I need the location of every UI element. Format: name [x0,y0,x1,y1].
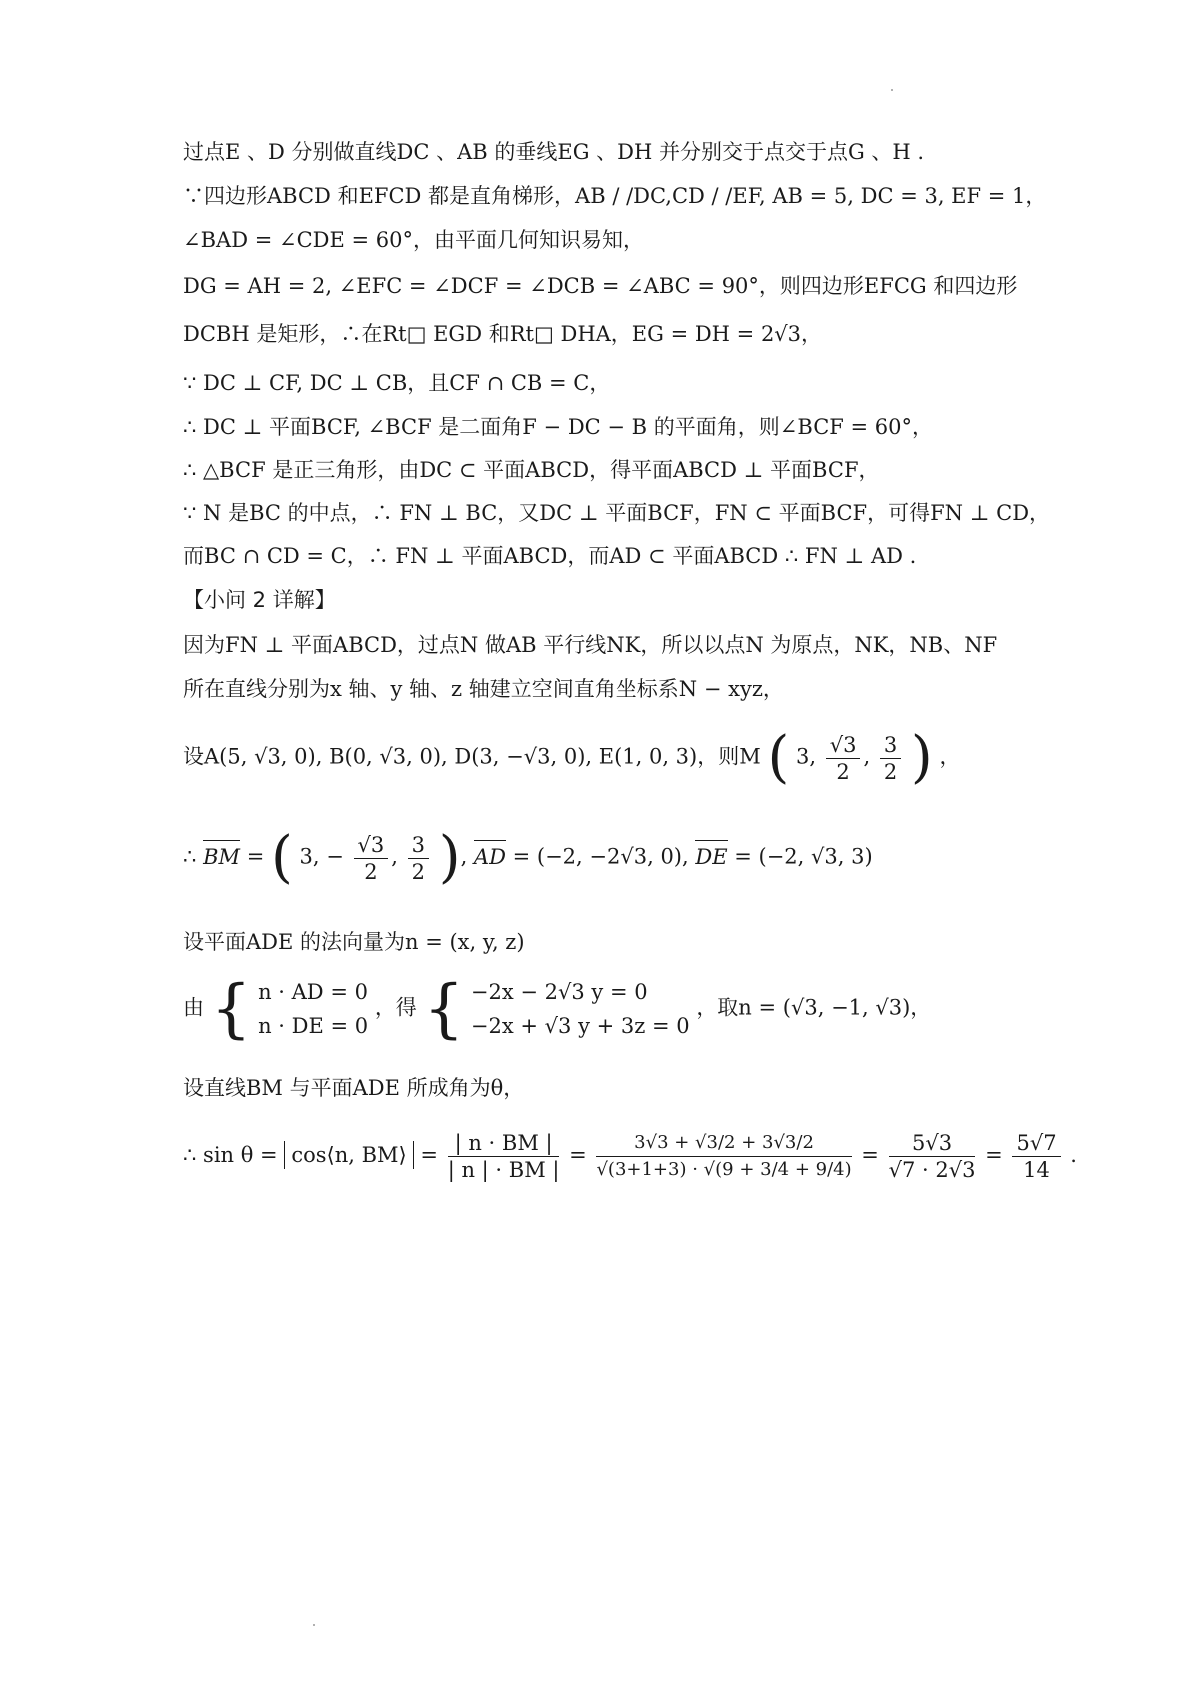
system-right [471,975,690,1043]
text-line: 设平面ADE 的法向量为n = (x, y, z) [183,930,525,954]
abs-cos: cos⟨n, BM⟩ [284,1141,413,1169]
fraction [1012,1130,1060,1183]
system-mid: ，得 [374,995,417,1020]
frac-num: 3 [408,832,429,859]
system-line [183,972,1063,1055]
equals: = [420,1143,439,1167]
frac-den: 2 [364,859,378,884]
frac-den: 2 [883,759,898,784]
frac-den: 2 [411,859,426,884]
fraction [826,732,861,785]
period: . [1070,1143,1077,1167]
vector-de: DE [695,840,727,871]
vector-ad-value: = (−2, −2√3, 0), [512,844,689,869]
scan-speck [313,1624,315,1626]
equals: = [861,1143,879,1167]
left-brace: { [423,972,465,1046]
paren-left: ( [270,825,293,890]
system-eq: n · AD = 0 [258,980,368,1004]
paren-left: ( [767,725,790,790]
frac-den: √7 · 2√3 [888,1158,976,1182]
fraction [354,832,389,885]
text-line: ∴ DC ⊥ 平面BCF, ∠BCF 是二面角F − DC − B 的平面角，则∠BCF = 60°， [183,415,934,439]
left-brace: { [210,972,252,1046]
system-prefix: 由 [183,995,204,1020]
text-line: DCBH 是矩形，∴在Rt□ EGD 和Rt□ DHA，EG = DH = 2√3， [183,322,823,346]
text-line: ∴ △BCF 是正三角形，由DC ⊂ 平面ABCD，得平面ABCD ⊥ 平面BCF， [183,458,880,482]
text-line: ∵ DC ⊥ CF, DC ⊥ CB，且CF ∩ CB = C， [183,371,611,395]
frac-num: √3 [826,732,861,759]
text-line: 设直线BM 与平面ADE 所成角为θ， [183,1076,525,1100]
equals: = [569,1143,587,1167]
text-line: ∠BAD = ∠CDE = 60°，由平面几何知识易知， [183,228,644,252]
vector-de-value: = (−2, √3, 3) [734,844,873,869]
system-suffix: ，取n = (√3, −1, √3)， [696,995,932,1020]
system-left [258,975,368,1043]
frac-den: √(3+1+3) · √(9 + 3/4 + 9/4) [596,1159,852,1180]
paren-right: ) [910,725,933,790]
section-heading: 【小问 2 详解】 [183,588,336,612]
text-line: ∵四边形ABCD 和EFCD 都是直角梯形，AB / /DC,CD / /EF, AB = 5, DC = 3, EF = 1， [183,184,1047,208]
text-line: 过点E 、D 分别做直线DC 、AB 的垂线EG 、DH 并分别交于点交于点G 、H . [183,140,925,164]
sin-line [183,1130,1077,1270]
text-line: 因为FN ⊥ 平面ABCD，过点N 做AB 平行线NK，所以以点N 为原点，NK，NB、NF [183,633,998,657]
fraction [889,1130,976,1183]
coords-line: 设A(5, √3, 0), B(0, √3, 0), D(3, −√3, 0), E(1, 0, 3)，则M ( 3, $\frac{√3}{2}$ , $\frac{3}{2}$ ) ， [183,725,961,790]
vector-ad: AD [474,840,506,871]
coords-m-first: 3, [795,744,817,769]
fraction [448,1130,560,1183]
vector-bm: BM [203,840,240,871]
frac-num: 3 [880,732,901,759]
scan-speck [891,89,893,91]
system-eq: −2x − 2√3 y = 0 [470,980,648,1004]
fraction [596,1130,851,1183]
vec-bm-first: 3, − [299,844,344,869]
equals: = [985,1143,1003,1167]
text-line: ∵ N 是BC 的中点，∴ FN ⊥ BC，又DC ⊥ 平面BCF，FN ⊂ 平面BCF，可得FN ⊥ CD， [183,501,1051,525]
frac-num: 3√3 + √3/2 + 3√3/2 [596,1130,851,1157]
frac-num: 5√3 [889,1130,976,1157]
text-line: 而BC ∩ CD = C，∴ FN ⊥ 平面ABCD，而AD ⊂ 平面ABCD ∴ FN ⊥ AD . [183,544,917,568]
coords-prefix: 设A(5, √3, 0), B(0, √3, 0), D(3, −√3, 0), E(1, 0, 3)，则M [183,744,761,769]
frac-den: | n | · BM | [447,1158,560,1182]
coords-suffix: ， [939,744,961,769]
frac-num: | n · BM | [448,1130,560,1157]
text-line: DG = AH = 2, ∠EFC = ∠DCF = ∠DCB = ∠ABC = 90°，则四边形EFCG 和四边形 [183,274,1018,298]
fraction [880,732,901,785]
sin-lhs: ∴ sin θ = [183,1143,278,1167]
frac-num: √3 [354,832,389,859]
frac-den: 2 [836,759,850,784]
frac-den: 14 [1023,1158,1050,1182]
paren-right: ) [438,825,461,890]
system-eq: −2x + √3 y + 3z = 0 [470,1014,690,1038]
text-line: 所在直线分别为x 轴、y 轴、z 轴建立空间直角坐标系N − xyz， [183,677,784,701]
vectors-line: ∴ BM = ( 3, − $\frac{√3}{2}$ , $\frac{3}{2}$ ), AD = (−2, −2√3, 0), DE = (−2, √3, 3) [183,825,873,890]
equals: = [246,844,265,869]
therefore-symbol: ∴ [183,844,197,869]
system-eq: n · DE = 0 [258,1014,369,1038]
fraction [408,832,429,885]
frac-num: 5√7 [1012,1130,1060,1157]
